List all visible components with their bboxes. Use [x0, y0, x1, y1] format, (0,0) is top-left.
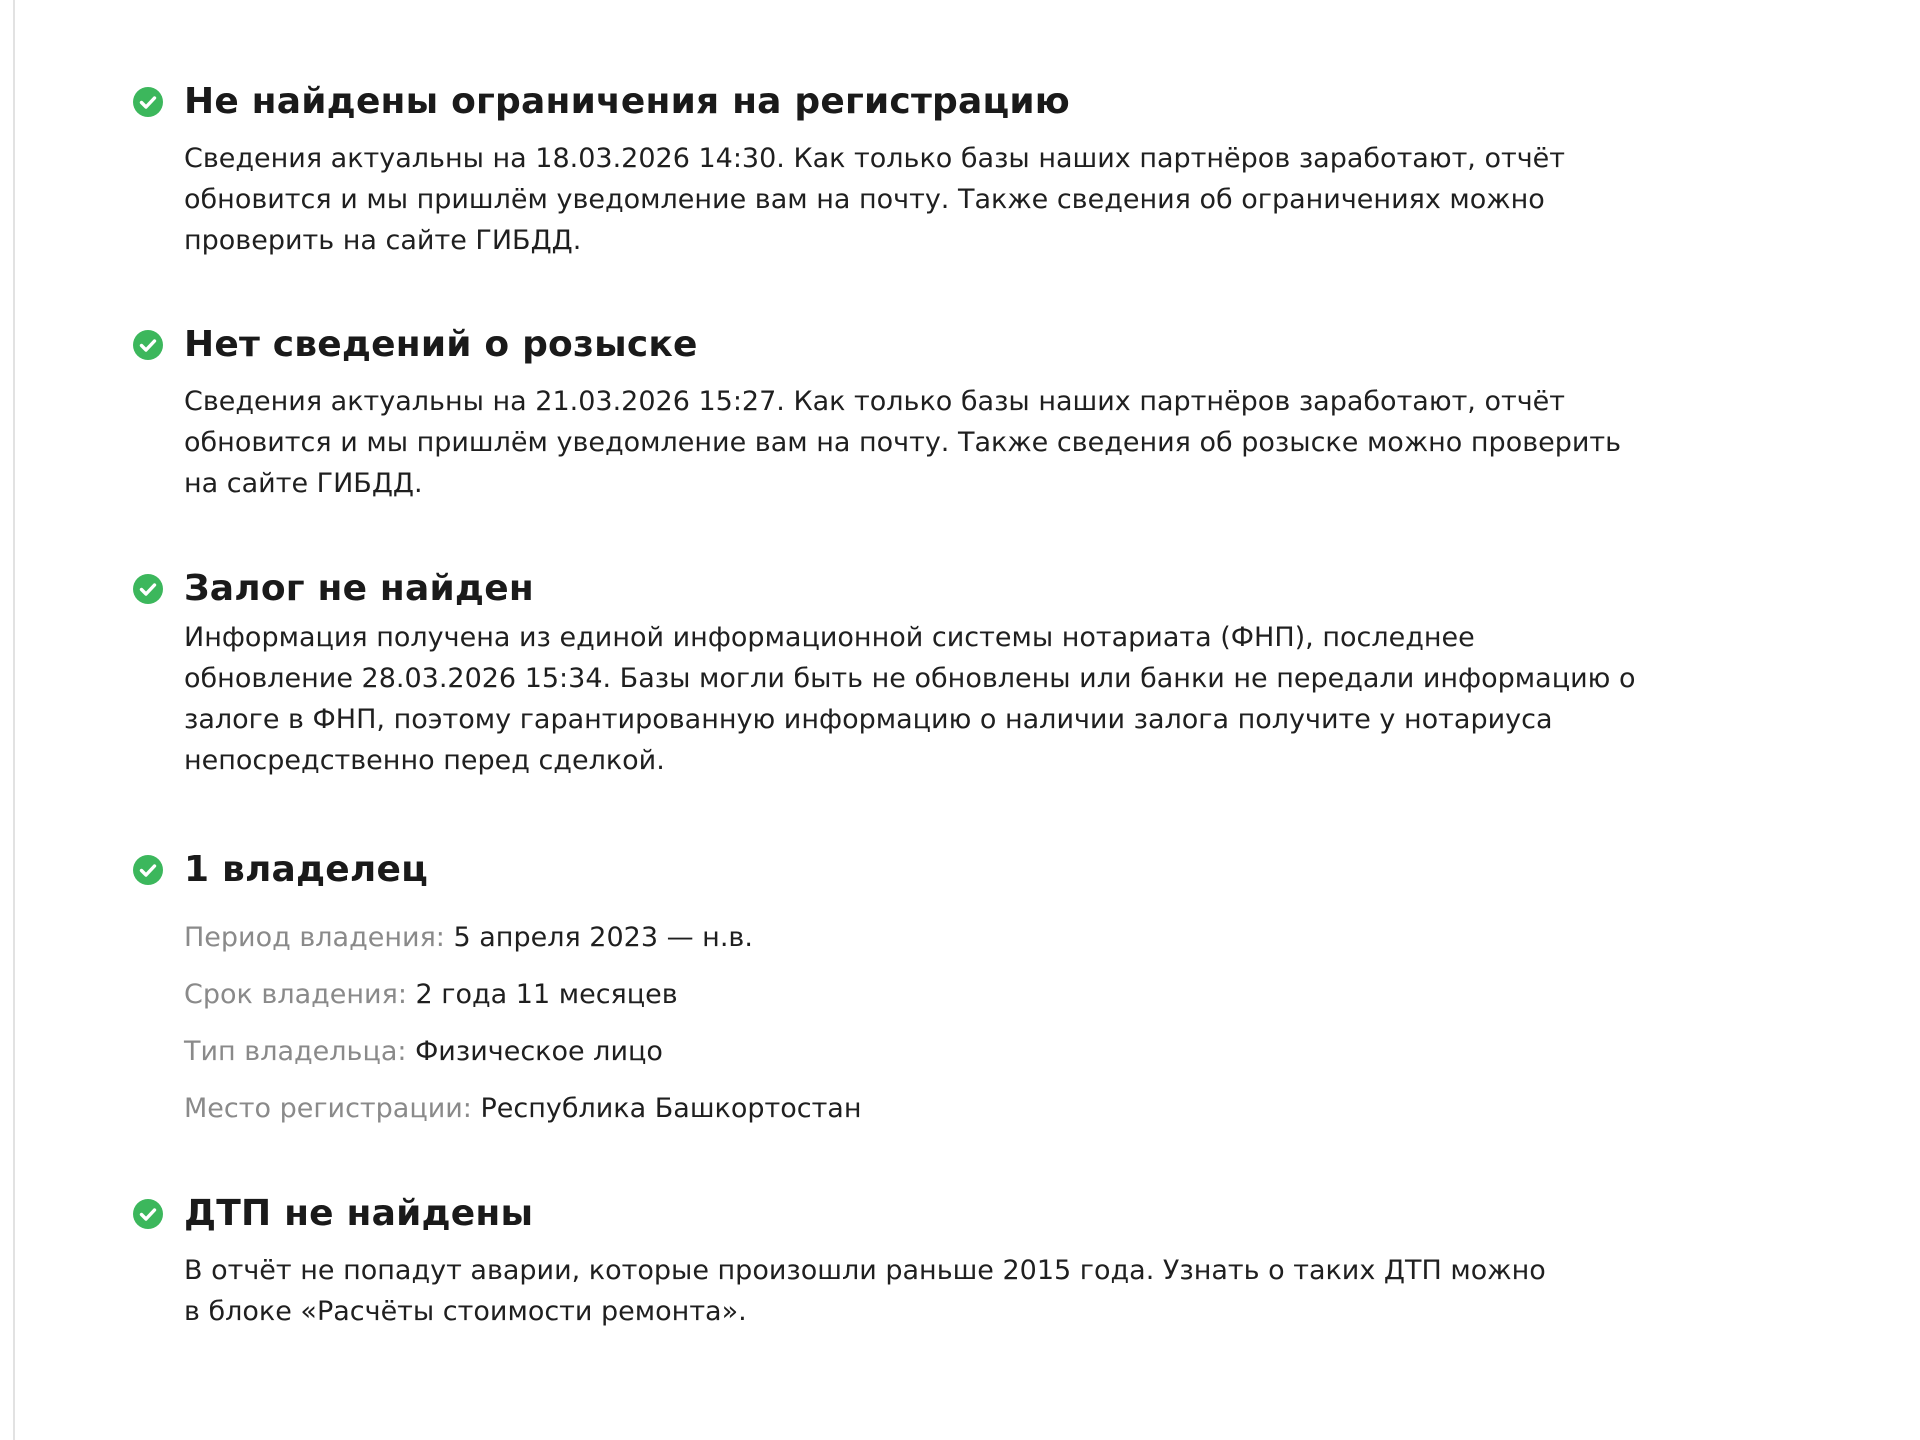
detail-value: Республика Башкортостан	[480, 1093, 862, 1124]
detail-row-owner-type	[184, 1031, 1752, 1088]
detail-label: Место регистрации:	[184, 1093, 472, 1124]
description-line: Сведения актуальны на 18.03.2026 14:30. Как только базы наших партнёров заработают, отчёт	[184, 143, 1566, 174]
section-title: 1 владелец	[184, 849, 428, 890]
section-description	[184, 138, 1752, 261]
section-title: Не найдены ограничения на регистрацию	[184, 81, 1070, 122]
description-line: на сайте ГИБДД.	[184, 468, 423, 499]
owner-details	[184, 917, 1752, 1145]
section-title: ДТП не найдены	[184, 1193, 534, 1234]
section-owners	[132, 846, 1752, 1145]
detail-label: Тип владельца:	[184, 1036, 407, 1067]
detail-value: 5 апреля 2023 — н.в.	[453, 922, 753, 953]
section-registration-restrictions	[132, 78, 1752, 261]
check-circle-icon	[132, 573, 164, 605]
description-line: залоге в ФНП, поэтому гарантированную информацию о наличии залога получите у нотариуса	[184, 704, 1553, 735]
description-line: непосредственно перед сделкой.	[184, 745, 665, 776]
section-description	[184, 1250, 1752, 1332]
detail-row-ownership-period	[184, 917, 1752, 974]
section-accidents	[132, 1190, 1752, 1332]
check-circle-icon	[132, 1198, 164, 1230]
section-title: Залог не найден	[184, 568, 534, 609]
detail-value: 2 года 11 месяцев	[415, 979, 678, 1010]
description-line: в блоке «Расчёты стоимости ремонта».	[184, 1296, 747, 1327]
description-line: обновится и мы пришлём уведомление вам на почту. Также сведения об ограничениях можно	[184, 184, 1545, 215]
description-line: обновление 28.03.2026 15:34. Базы могли быть не обновлены или банки не передали информацию о	[184, 663, 1636, 694]
section-description	[184, 617, 1752, 781]
section-wanted-status	[132, 321, 1752, 504]
section-description	[184, 381, 1752, 504]
description-line: обновится и мы пришлём уведомление вам на почту. Также сведения об розыске можно проверить	[184, 427, 1622, 458]
check-circle-icon	[132, 854, 164, 886]
section-pledge	[132, 565, 1752, 781]
check-circle-icon	[132, 329, 164, 361]
detail-row-registration-place	[184, 1088, 1752, 1145]
detail-row-ownership-term	[184, 974, 1752, 1031]
detail-value: Физическое лицо	[415, 1036, 663, 1067]
detail-label: Период владения:	[184, 922, 445, 953]
description-line: проверить на сайте ГИБДД.	[184, 225, 582, 256]
description-line: В отчёт не попадут аварии, которые произошли раньше 2015 года. Узнать о таких ДТП можно	[184, 1255, 1546, 1286]
description-line: Сведения актуальны на 21.03.2026 15:27. Как только базы наших партнёров заработают, отчёт	[184, 386, 1566, 417]
description-line: Информация получена из единой информационной системы нотариата (ФНП), последнее	[184, 622, 1475, 653]
section-title: Нет сведений о розыске	[184, 324, 698, 365]
detail-label: Срок владения:	[184, 979, 407, 1010]
check-circle-icon	[132, 86, 164, 118]
